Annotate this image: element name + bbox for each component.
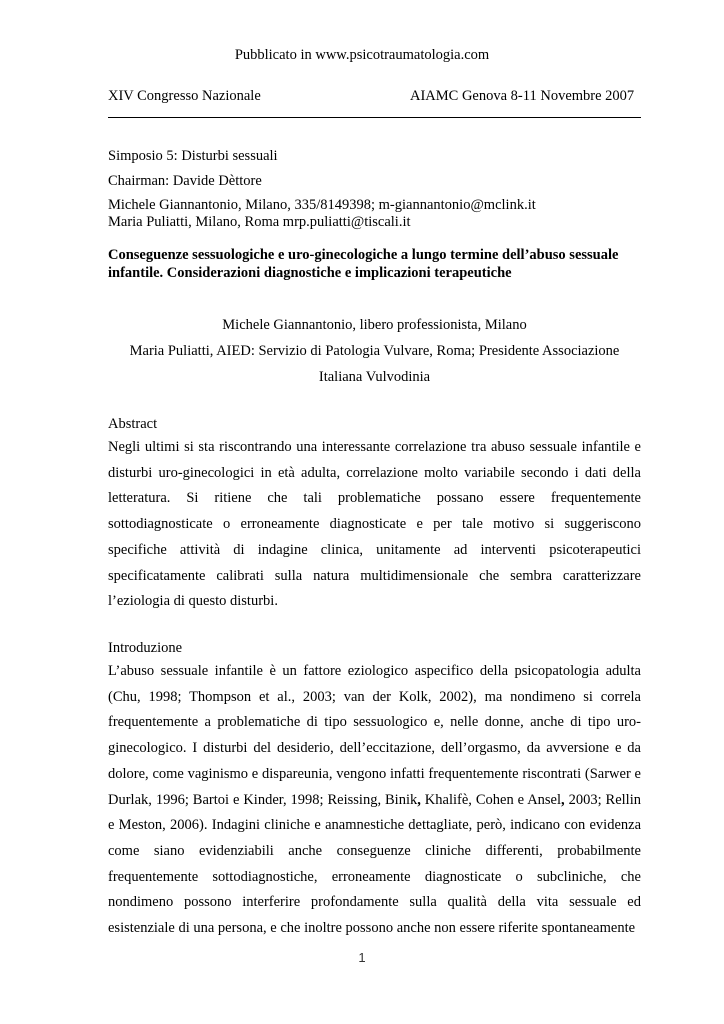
chairman-line: Chairman: Davide Dèttore bbox=[108, 173, 262, 189]
conference-name: XIV Congresso Nazionale bbox=[108, 88, 261, 104]
introduction-text bbox=[108, 659, 641, 942]
intro-bold-comma-1: , bbox=[417, 791, 421, 808]
abstract-heading: Abstract bbox=[108, 416, 158, 432]
authors-block bbox=[108, 312, 641, 390]
abstract-text bbox=[108, 435, 641, 615]
intro-text-part-1: L’abuso sessuale infantile è un fattore eziologico aspecifico della psicopatologia adulta (Chu, 1998; Thompson et al., 2003; van der Kolk, 2002), ma nondimeno si correla frequentemente a problematiche di tipo sessuologico e, nelle donne, anche di tipo uro-ginecologico. I disturbi del desiderio, dell’eccitazione, dell’orgasmo, da avversione e da dolore, come vaginismo e dispareunia, vengono infatti frequentemente riscontrati (Sarwer e Durlak, 1996; Bartoi e Kinder, 1998; Reissing, Binik bbox=[108, 663, 641, 808]
intro-text-part-2: Khalifè, Cohen e Ansel bbox=[420, 791, 562, 808]
author-line-3: Italiana Vulvodinia bbox=[318, 369, 431, 385]
symposium-line: Simposio 5: Disturbi sessuali bbox=[108, 148, 278, 164]
page-number: 1 bbox=[358, 950, 366, 965]
introduction-paragraph bbox=[108, 659, 641, 942]
author-line-1: Michele Giannantonio, libero professionista, Milano bbox=[222, 317, 527, 333]
abstract-paragraph: Negli ultimi si sta riscontrando una interessante correlazione tra abuso sessuale infantile e disturbi uro-ginecologici in età adulta, correlazione molto variabile secondo i dati della letteratura. Si ritiene che tali problematiche possano essere frequentemente sottodiagnosticate o erroneamente diagnosticate e per tale motivo si suggeriscono specifiche attività di indagine clinica, unitamente ad interventi psicoterapeutici specificatamente calibrati sulla natura multidimensionale che sembra caratterizzare l’eziologia di questo disturbi. bbox=[108, 439, 641, 610]
contact-line-2: Maria Puliatti, Milano, Roma mrp.puliatti@tiscali.it bbox=[108, 214, 411, 230]
contact-line-1: Michele Giannantonio, Milano, 335/8149398; m-giannantonio@mclink.it bbox=[108, 197, 536, 213]
author-line-2: Maria Puliatti, AIED: Servizio di Patologia Vulvare, Roma; Presidente Associazione bbox=[129, 343, 620, 359]
conference-venue-date: AIAMC Genova 8-11 Novembre 2007 bbox=[410, 88, 635, 104]
header-rule bbox=[108, 117, 641, 118]
published-line: Pubblicato in www.psicotraumatologia.com bbox=[234, 47, 490, 63]
intro-bold-comma-2: , bbox=[561, 791, 565, 808]
paper-title: Conseguenze sessuologiche e uro-ginecologiche a lungo termine dell’abuso sessuale infantile. Considerazioni diagnostiche e implicazioni terapeutiche bbox=[108, 247, 619, 281]
introduction-heading: Introduzione bbox=[108, 640, 183, 656]
intro-text-part-3: 2003; Rellin e Meston, 2006). Indagini cliniche e anamnestiche dettagliate, però, indicano con evidenza come siano evidenziabili anche conseguenze cliniche differenti, probabilmente frequentemente sottodiagnostiche, erroneamente diagnosticate o subcliniche, che nondimeno possono interferire profondamente sulla qualità della vita sessuale ed esistenziale di una persona, e che inoltre possono anche non essere riferite spontaneamente bbox=[108, 791, 641, 937]
